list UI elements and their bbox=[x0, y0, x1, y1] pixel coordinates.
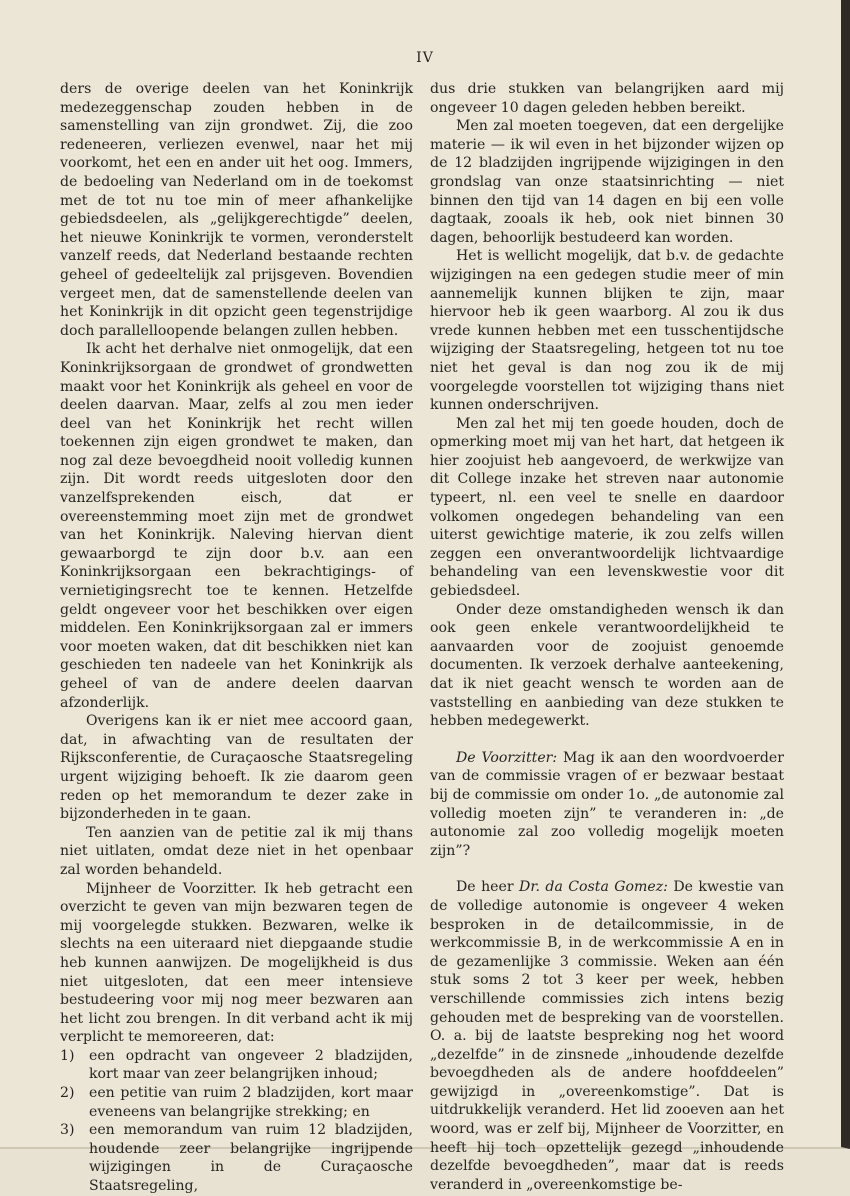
speech-da-costa-gomez bbox=[430, 878, 784, 1194]
paragraph: Overigens kan ik er niet mee accoord gaan, dat, in afwachting van de resultaten der Rijksconferentie, de Curaçaosche Staatsregeling urgent wijziging behoeft. Ik zie daarom geen reden op het memorandum te dezer zake in bijzonderheden in te gaan. bbox=[60, 713, 413, 823]
list-item bbox=[60, 1084, 413, 1121]
list-item-text: een petitie van ruim 2 bladzijden, kort maar eveneens van belangrijke strekking; en bbox=[89, 1085, 413, 1120]
page-number: IV bbox=[416, 50, 434, 66]
list-item-text: een memorandum van ruim 12 bladzijden, houdende zeer belangrijke ingrijpende wijzigingen in de Curaçaosche Staatsregeling, bbox=[89, 1122, 413, 1195]
paragraph: Het is wellicht mogelijk, dat b.v. de gedachte wijzigingen na een gedegen studie meer of min aannemelijk kunnen blijken te zijn, maar hiervoor heb ik geen waarborg. Al zou ik dus vrede kunnen hebben met een tusschentijdsche wijziging der Staatsregeling, hetgeen tot nu toe niet het geval is dan nog zou ik de mij voorgelegde voorstellen tot wijziging thans niet kunnen onderschrijven. bbox=[430, 248, 784, 414]
speech-text: Mag ik aan den woordvoerder van de commissie vragen of er bezwaar bestaat bij de commissie om onder 1o. „de autonomie zal volledig moeten zijn” te veranderen in: „de autonomie zal zoo volledig mogelijk moeten zijn”? bbox=[430, 749, 784, 859]
list-item-number: 2) bbox=[60, 1085, 75, 1102]
paragraph: Men zal moeten toegeven, dat een dergelijke materie — ik wil even in het bijzonder wijzen op de 12 bladzijden ingrijpende wijzigingen in den grondslag van onze staatsinrichting — niet binnen den tijd van 14 dagen en bij een volle dagtaak, zooals ik heb, ook niet binnen 30 dagen, behoorlijk bestudeerd kan worden. bbox=[430, 118, 784, 246]
paragraph: Men zal het mij ten goede houden, doch de opmerking moet mij van het hart, dat hetgeen ik hier zoojuist heb aangevoerd, de werkwijze van dit College inzake het streven naar autonomie typeert, nl. een veel te snelle en daardoor volkomen ongedegen behandeling van een uiterst gewichtige materie, ik zou zelfs willen zeggen een onverantwoordelijk lichtvaardige behandeling van een levenskwestie voor dit gebiedsdeel. bbox=[430, 415, 784, 600]
speaker-prefix: De heer bbox=[456, 879, 514, 896]
right-column bbox=[430, 80, 784, 1194]
paragraph: Ik acht het derhalve niet onmogelijk, dat een Koninkrijksorgaan de grondwet of grondwetten maakt voor het Koninkrijk als geheel en voor de deelen daarvan. Maar, zelfs al zou men ieder deel van het Koninkrijk het recht willen toekennen zijn eigen grondwet te maken, dan nog zal deze bevoegdheid nooit volledig kunnen zijn. Dit wordt reeds uitgesloten door den vanzelfsprekenden eisch, dat er overeenstemming moet zijn met de grondwet van het Koninkrijk. Naleving hiervan dient gewaarborgd te zijn door b.v. aan een Koninkrijksorgaan een bekrachtigings- of vernietigingsrecht toe te kennen. Hetzelfde geldt ongeveer voor het beschikken over eigen middelen. Een Koninkrijksorgaan zal er immers voor moeten waken, dat dit beschikken niet kan geschieden ten nadeele van het Koninkrijk als geheel of van de andere deelen daarvan afzonderlijk. bbox=[60, 341, 413, 711]
paragraph: Ten aanzien van de petitie zal ik mij thans niet uitlaten, omdat deze niet in het openbaar zal worden behandeld. bbox=[60, 824, 413, 878]
list-item-text: een opdracht van ongeveer 2 bladzijden, kort maar van zeer belangrijken inhoud; bbox=[89, 1047, 413, 1083]
speaker-name: De Voorzitter: bbox=[456, 749, 558, 766]
left-column bbox=[60, 80, 413, 1196]
list-item-number: 3) bbox=[60, 1122, 75, 1139]
paragraph: dus drie stukken van belangrijken aard mij ongeveer 10 dagen geleden hebben bereikt. bbox=[430, 81, 784, 116]
speaker-name: Dr. da Costa Gomez: bbox=[519, 879, 668, 896]
list-item-number: 1) bbox=[60, 1047, 75, 1064]
list-item bbox=[60, 1121, 413, 1195]
speech-text: De kwestie van de volledige autonomie is ongeveer 4 weken besproken in de detailcommissie, in de werkcommissie B, in de werkcommissie A en in de gezamenlijke 3 commissie. Weken aan één stuk soms 2 tot 3 keer per week, hebben verschillende commissies zich intens bezig gehouden met de bespreking van de voorstellen. O. a. bij de laatste bespreking nog het woord „dezelfde” in de zinsnede „inhoudende dezelfde bevoegdheden als de andere hoofddeelen” gewijzigd in „overeenkomstige”. Dat is uitdrukkelijk veranderd. Het lid zooeven aan het woord, was er zelf bij, Mijnheer de Voorzitter, en heeft hij toch opzettelijk gezegd „inhoudende dezelfde bevoegdheden”, maar dat is reeds veranderd in „overeenkomstige be- bbox=[430, 879, 784, 1193]
list-item bbox=[60, 1047, 413, 1084]
paragraph: ders de overige deelen van het Koninkrijk medezeggenschap zouden hebben in de samenstelling van zijn grondwet. Zij, die zoo redeneeren, verliezen evenwel, naar het mij voorkomt, het een en ander uit het oog. Immers, de bedoeling van Nederland om in de toekomst met de tot nu toe min of meer afhankelijke gebiedsdeelen, als „gelijkgerechtigde” deelen, het nieuwe Koninkrijk te vormen, veronderstelt vanzelf reeds, dat Nederland bestaande rechten geheel of gedeeltelijk zal prijsgeven. Bovendien vergeet men, dat de samenstellende deelen van het Koninkrijk in dit opzicht geen tegenstrijdige doch parallelloopende belangen zullen hebben. bbox=[60, 81, 413, 339]
speech-chairman bbox=[430, 749, 784, 861]
paragraph: Mijnheer de Voorzitter. Ik heb getracht een overzicht te geven van mijn bezwaren tegen de mij voorgelegde stukken. Bezwaren, welke ik slechts na een uiteraard niet diepgaande studie heb kunnen aanwijzen. De mogelijkheid is dus niet uitgesloten, dat een meer intensieve bestudeering voor mij nog meer bezwaren aan het licht zou brengen. In dit verband acht ik mij verplicht te memoreeren, dat: bbox=[60, 880, 413, 1046]
numbered-list bbox=[60, 1047, 413, 1196]
paragraph: Onder deze omstandigheden wensch ik dan ook geen enkele verantwoordelijkheid te aanvaarden voor de zoojuist genoemde documenten. Ik verzoek derhalve aanteekening, dat ik niet geacht wensch te worden aan de vaststelling en aanbieding van deze stukken te hebben medegewerkt. bbox=[430, 601, 784, 730]
